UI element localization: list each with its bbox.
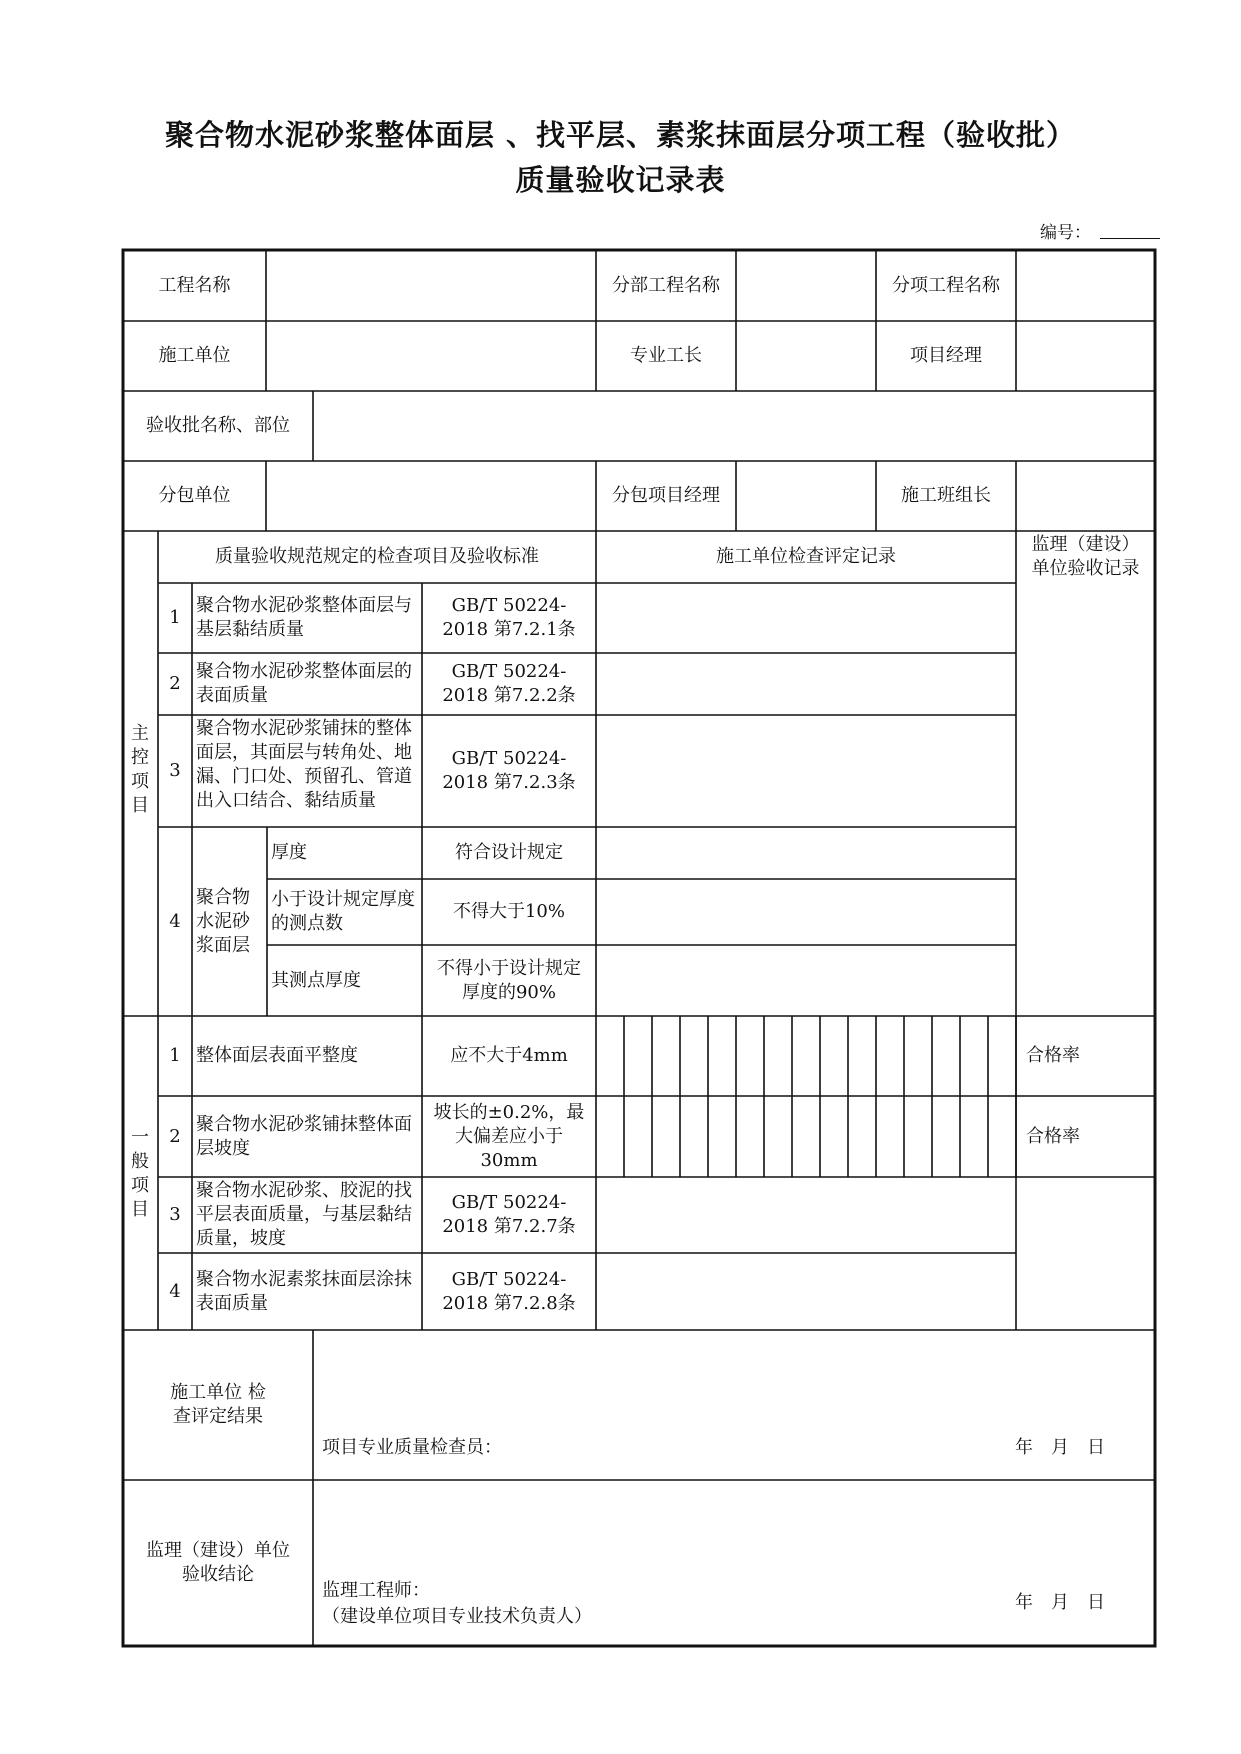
supervisor-record-header: 监理（建设）单位验收记录 bbox=[1031, 534, 1140, 579]
general-item-no: 2 bbox=[169, 1125, 181, 1147]
sub-pm-field[interactable] bbox=[736, 461, 876, 531]
general-item-pass-rate: 合格率 bbox=[1026, 1045, 1080, 1066]
main-item4-record-field[interactable] bbox=[596, 879, 1016, 945]
general-supervisor-record-field[interactable] bbox=[1016, 1177, 1155, 1330]
general-item-desc: 整体面层表面平整度 bbox=[196, 1045, 358, 1066]
contractor-field[interactable] bbox=[266, 321, 596, 391]
sub-project-name-field[interactable] bbox=[736, 250, 876, 321]
main-item4-record-field[interactable] bbox=[596, 945, 1016, 1016]
item-project-name-label: 分项工程名称 bbox=[892, 274, 1000, 296]
contractor-result-label: 施工单位 检查评定结果 bbox=[170, 1382, 266, 1427]
item-project-name-field[interactable] bbox=[1016, 250, 1155, 321]
main-item-record-field[interactable] bbox=[596, 715, 1016, 827]
supervisor-conclusion-label: 监理（建设）单位 验收结论 bbox=[146, 1540, 290, 1585]
batch-name-label: 验收批名称、部位 bbox=[146, 415, 290, 436]
general-item-desc: 聚合物水泥砂浆、胶泥的找平层表面质量，与基层黏结质量，坡度 bbox=[196, 1180, 412, 1249]
engineer-note: （建设单位项目专业技术负责人） bbox=[322, 1606, 592, 1627]
main-item4-sub: 其测点厚度 bbox=[271, 969, 361, 991]
general-item-record-field[interactable] bbox=[596, 1253, 1016, 1330]
inspector-label: 项目专业质量检查员： bbox=[322, 1437, 502, 1458]
contractor-result-field[interactable] bbox=[313, 1332, 1155, 1428]
project-manager-label: 项目经理 bbox=[910, 345, 982, 366]
project-name-field[interactable] bbox=[266, 250, 596, 321]
serial-number-label: 编号： bbox=[1040, 223, 1091, 243]
general-item-record-field[interactable] bbox=[596, 1177, 1016, 1253]
main-item-no: 1 bbox=[169, 607, 181, 628]
team-leader-label: 施工班组长 bbox=[901, 485, 991, 506]
main-item-std: GB/T 50224-2018 第7.2.1条 bbox=[442, 595, 576, 640]
general-item-no: 4 bbox=[169, 1280, 181, 1302]
main-item4-std: 不得小于设计规定厚度的90% bbox=[437, 957, 581, 1003]
main-item-no: 2 bbox=[169, 673, 181, 694]
general-item-std: 应不大于4mm bbox=[450, 1045, 568, 1066]
form-title-line2: 质量验收记录表 bbox=[515, 163, 726, 197]
supervisor-date: 年 月 日 bbox=[1015, 1592, 1105, 1613]
supervisor-conclusion-field[interactable] bbox=[313, 1482, 1155, 1574]
main-item-desc: 聚合物水泥砂浆铺抹的整体面层，其面层与转角处、地漏、门口处、预留孔、管道出入口结合、黏结质量 bbox=[196, 718, 412, 811]
main-item-record-field[interactable] bbox=[596, 653, 1016, 715]
main-item-std: GB/T 50224-2018 第7.2.2条 bbox=[442, 661, 576, 706]
contractor-record-header: 施工单位检查评定记录 bbox=[716, 546, 896, 567]
main-item-desc: 聚合物水泥砂浆整体面层与基层黏结质量 bbox=[196, 595, 412, 640]
general-item-std: GB/T 50224-2018 第7.2.7条 bbox=[442, 1192, 576, 1237]
main-item4-sub: 小于设计规定厚度的测点数 bbox=[271, 889, 415, 934]
project-name-label: 工程名称 bbox=[158, 274, 231, 296]
main-item4-sub: 厚度 bbox=[271, 842, 307, 863]
general-item-pass-rate: 合格率 bbox=[1026, 1125, 1080, 1147]
subcontractor-field[interactable] bbox=[266, 461, 596, 531]
main-control-label: 主 控 项 目 bbox=[131, 723, 149, 816]
general-item-no: 3 bbox=[169, 1204, 181, 1225]
main-item-record-field[interactable] bbox=[596, 583, 1016, 653]
main-item-std: GB/T 50224-2018 第7.2.3条 bbox=[442, 748, 576, 793]
sub-project-name-label: 分部工程名称 bbox=[612, 274, 720, 296]
batch-name-field[interactable] bbox=[313, 391, 1155, 461]
general-items-label: 一 般 项 目 bbox=[131, 1127, 149, 1220]
foreman-label: 专业工长 bbox=[630, 345, 702, 366]
main-item4-record-field[interactable] bbox=[596, 827, 1016, 879]
main-item-desc: 聚合物水泥砂浆整体面层的表面质量 bbox=[196, 661, 412, 706]
standard-column-header: 质量验收规范规定的检查项目及验收标准 bbox=[215, 546, 539, 567]
general-item-desc: 聚合物水泥砂浆铺抹整体面层坡度 bbox=[196, 1113, 412, 1159]
team-leader-field[interactable] bbox=[1016, 461, 1155, 531]
foreman-field[interactable] bbox=[736, 321, 876, 391]
general-item-std: 坡长的±0.2%，最大偏差应小于30mm bbox=[433, 1101, 585, 1171]
main-item4-std: 符合设计规定 bbox=[455, 842, 563, 863]
general-item-desc: 聚合物水泥素浆抹面层涂抹表面质量 bbox=[196, 1268, 412, 1314]
subcontractor-label: 分包单位 bbox=[158, 485, 231, 506]
contractor-label: 施工单位 bbox=[158, 345, 231, 366]
form-title-line1: 聚合物水泥砂浆整体面层 、找平层、素浆抹面层分项工程（验收批） bbox=[164, 118, 1077, 152]
sub-pm-label: 分包项目经理 bbox=[612, 485, 720, 506]
main-item4-std: 不得大于10% bbox=[452, 901, 565, 922]
contractor-date: 年 月 日 bbox=[1015, 1437, 1105, 1458]
engineer-label: 监理工程师： bbox=[322, 1580, 430, 1601]
main-item-no: 4 bbox=[169, 910, 181, 932]
general-item-std: GB/T 50224-2018 第7.2.8条 bbox=[442, 1268, 576, 1314]
main-supervisor-record-field[interactable] bbox=[1016, 583, 1155, 1016]
general-item-no: 1 bbox=[169, 1045, 181, 1066]
project-manager-field[interactable] bbox=[1016, 321, 1155, 391]
main-item4-group: 聚合物水泥砂浆面层 bbox=[196, 886, 250, 956]
main-item-no: 3 bbox=[169, 760, 181, 781]
